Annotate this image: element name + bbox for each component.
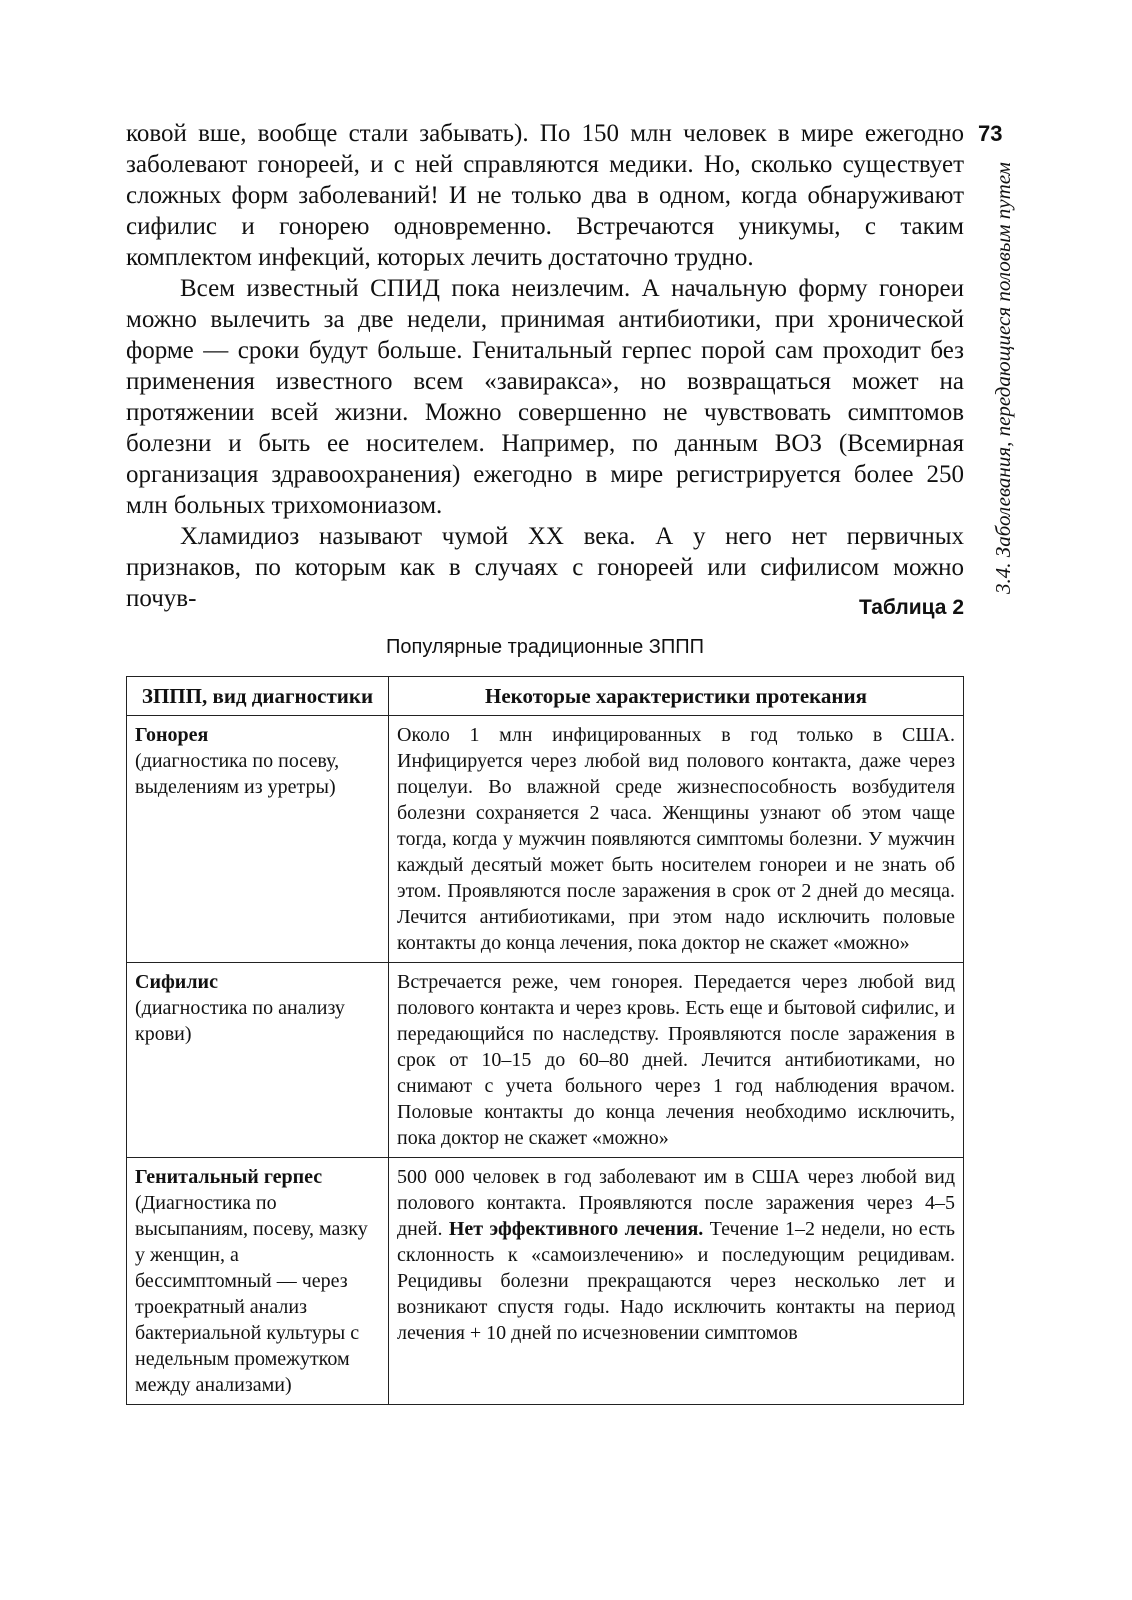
table-caption: Таблица 2 — [858, 596, 964, 619]
diagnostics-text: (диагностика по посеву, выделениям из уретры) — [135, 750, 340, 798]
description-cell — [389, 1158, 964, 1405]
paragraph: ковой вше, вообще стали забывать). По 150 млн человек в мире ежегодно заболевают гонореей, и с ней справляются медики. Но, сколько существует сложных форм заболеваний! И не только два в одном, когда обнаруживают сифилис и гонорею одновременно. Встречаются уникумы, с таким комплектом инфекций, которых лечить достаточно трудно. — [126, 120, 964, 271]
table-title: Популярные традиционные ЗППП — [386, 636, 704, 658]
disease-name: Генитальный герпес — [135, 1166, 323, 1188]
description-text: Около 1 млн инфицированных в год только в США. Инфицируется через любой вид полового контакта, даже через поцелуи. Во влажной среде жизнеспособность возбудителя болезни сохраняется 2 часа. Женщины узнают об этом чаще тогда, когда у мужчин появляются симптомы болезни. У мужчин каждый десятый может быть носителем гонореи и не знать об этом. Проявляются после заражения в срок от 2 дней до месяца. Лечится антибиотиками, при этом надо исключить половые контакты до конца лечения, пока доктор не скажет «можно» — [397, 724, 955, 954]
description-text-part: 500 000 человек в год заболевают им в США через любой вид полового контакта. Проявляются после заражения через 4–5 дней. — [397, 1166, 955, 1240]
description-text — [397, 1164, 955, 1346]
table-row — [127, 963, 964, 1158]
column-header: Некоторые характеристики протекания — [389, 677, 964, 716]
diagnostics-text: (диагностика по анализу крови) — [135, 997, 345, 1045]
std-table — [126, 676, 964, 1405]
disease-cell — [127, 716, 389, 963]
description-bold-text: Нет эффективного лечения. — [448, 1218, 704, 1240]
description-cell — [389, 716, 964, 963]
table-row — [127, 1158, 964, 1405]
diagnostics-text: (Диагностика по высыпаниям, посеву, мазку у женщин, а бессимптомный — через троекратный анализ бактериальной культуры с недельным промежутком между анализами) — [135, 1192, 368, 1396]
paragraph: Всем известный СПИД пока неизлечим. А начальную форму гонореи можно вылечить за две недели, принимая антибиотики, при хронической форме — сроки будут больше. Генитальный герпес порой сам проходит без применения известного всем «завиракса», но возвращаться может на протяжении всей жизни. Можно совершенно не чувствовать симптомов болезни и быть ее носителем. Например, по данным ВОЗ (Всемирная организация здравоохранения) ежегодно в мире регистрируется более 250 млн больных трихомониазом. — [126, 275, 964, 519]
table-row — [127, 716, 964, 963]
description-cell — [389, 963, 964, 1158]
running-head: 3.4. Заболевания, передающиеся половым путем — [991, 162, 1015, 594]
table-header-row — [127, 677, 964, 716]
description-text: Встречается реже, чем гонорея. Передается через любой вид полового контакта и через кровь. Есть еще и бытовой сифилис, и передающийся по наследству. Проявляются после заражения в срок от 10–15 до 60–80 дней. Лечится антибиотиками, но снимают с учета больного через 1 год наблюдения врачом. Половые контакты до конца лечения необходимо исключить, пока доктор не скажет «можно» — [397, 971, 955, 1149]
paragraph: Хламидиоз называют чумой XX века. А у него нет первичных признаков, по которым как в случаях с гонореей или сифилисом можно почув- — [126, 523, 964, 612]
page-number: 73 — [978, 121, 1003, 146]
column-header: ЗППП, вид диагностики — [127, 677, 389, 716]
description-text-part: Течение 1–2 недели, но есть склонность к «самоизлечению» и последующим рецидивам. Рецидивы болезни прекращаются через несколько лет и возникают спустя годы. Надо исключить контакты на период лечения + 10 дней по исчезновении симптомов — [397, 1218, 955, 1344]
disease-name: Сифилис — [135, 971, 218, 993]
body-text — [126, 118, 964, 614]
disease-cell — [127, 1158, 389, 1405]
disease-cell — [127, 963, 389, 1158]
disease-name: Гонорея — [135, 724, 209, 746]
